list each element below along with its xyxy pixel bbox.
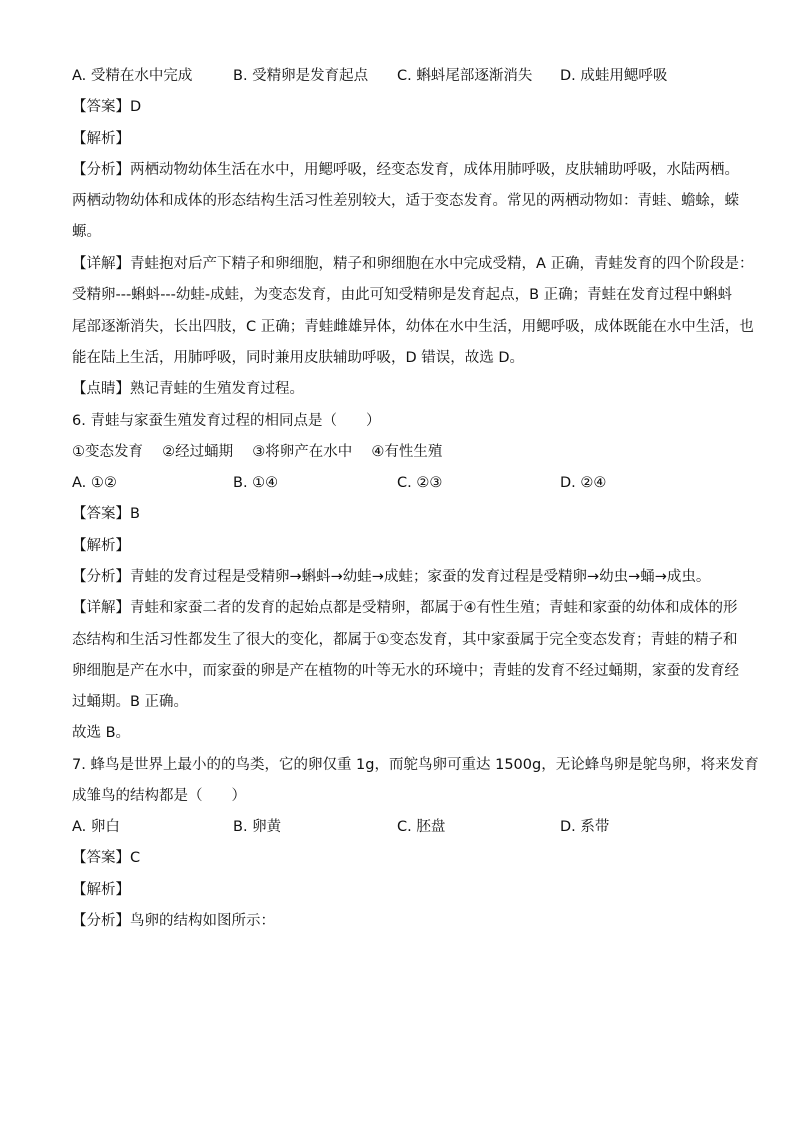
q5-fenxi-line-3: 螈。 (72, 224, 101, 240)
q6-answer: 【答案】B (72, 506, 140, 522)
q5-option-d: D. 成蛙用鳃呼吸 (560, 68, 668, 84)
q6-items: ①变态发育 ②经过蛹期 ③将卵产在水中 ④有性生殖 (72, 444, 443, 460)
q6-analysis-heading: 【解析】 (72, 538, 130, 554)
q7-option-a: A. 卵白 (72, 819, 120, 835)
q5-option-c: C. 蝌蚪尾部逐渐消失 (397, 68, 533, 84)
q6-xiangjie-line-1: 【详解】青蛙和家蚕二者的发育的起始点都是受精卵，都属于④有性生殖；青蛙和家蚕的幼体和成体的形 (72, 600, 738, 616)
q5-fenxi-line-2: 两栖动物幼体和成体的形态结构生活习性差别较大，适于变态发育。常见的两栖动物如：青蛙、蟾蜍，蝾 (72, 193, 739, 209)
q6-conclusion: 故选 B。 (72, 725, 131, 741)
q7-option-c: C. 胚盘 (397, 819, 446, 835)
q6-xiangjie-line-2: 态结构和生活习性都发生了很大的变化，都属于①变态发育，其中家蚕属于完全变态发育；青蛙的精子和 (72, 632, 738, 648)
q5-xiangjie-line-3: 尾部逐渐消失，长出四肢，C 正确；青蛙雌雄异体，幼体在水中生活，用鳃呼吸，成体既能在水中生活，也 (72, 319, 754, 335)
q5-option-b: B. 受精卵是发育起点 (233, 68, 369, 84)
q7-stem-line-1: 7. 蜂鸟是世界上最小的的鸟类，它的卵仅重 1g，而鸵鸟卵可重达 1500g，无论蜂鸟卵是鸵鸟卵，将来发育 (72, 757, 759, 773)
q6-option-c: C. ②③ (397, 475, 443, 491)
q5-xiangjie-line-2: 受精卵---蝌蚪---幼蛙-成蛙，为变态发育，由此可知受精卵是发育起点，B 正确；青蛙在发育过程中蝌蚪 (72, 287, 733, 303)
q5-xiangjie-line-1: 【详解】青蛙抱对后产下精子和卵细胞，精子和卵细胞在水中完成受精，A 正确，青蛙发育的四个阶段是： (72, 256, 754, 272)
q5-fenxi-line-1: 【分析】两栖动物幼体生活在水中，用鳃呼吸，经变态发育，成体用肺呼吸，皮肤辅助呼吸，水陆两栖。 (72, 162, 739, 178)
q6-fenxi: 【分析】青蛙的发育过程是受精卵→蝌蚪→幼蛙→成蛙；家蚕的发育过程是受精卵→幼虫→蛹→成虫。 (72, 569, 711, 585)
q7-stem-line-2: 成雏鸟的结构都是（ ） (72, 788, 246, 804)
q6-xiangjie-line-3: 卵细胞是产在水中，而家蚕的卵是产在植物的叶等无水的环境中；青蛙的发育不经过蛹期，家蚕的发育经 (72, 663, 739, 679)
q6-option-d: D. ②④ (560, 475, 607, 491)
q7-analysis-heading: 【解析】 (72, 882, 130, 898)
q6-option-a: A. ①② (72, 475, 117, 491)
q7-option-d: D. 系带 (560, 819, 610, 835)
q6-xiangjie-line-4: 过蛹期。B 正确。 (72, 694, 189, 710)
q7-option-b: B. 卵黄 (233, 819, 282, 835)
q5-xiangjie-line-4: 能在陆上生活，用肺呼吸，同时兼用皮肤辅助呼吸，D 错误，故选 D。 (72, 350, 525, 366)
q6-stem: 6. 青蛙与家蚕生殖发育过程的相同点是（ ） (72, 413, 381, 429)
q5-dianjing: 【点睛】熟记青蛙的生殖发育过程。 (72, 381, 304, 397)
q7-fenxi: 【分析】鸟卵的结构如图所示： (72, 913, 275, 929)
q5-analysis-heading: 【解析】 (72, 131, 130, 147)
q6-option-b: B. ①④ (233, 475, 279, 491)
q5-option-a: A. 受精在水中完成 (72, 68, 193, 84)
q7-answer: 【答案】C (72, 850, 141, 866)
q5-answer: 【答案】D (72, 99, 142, 115)
